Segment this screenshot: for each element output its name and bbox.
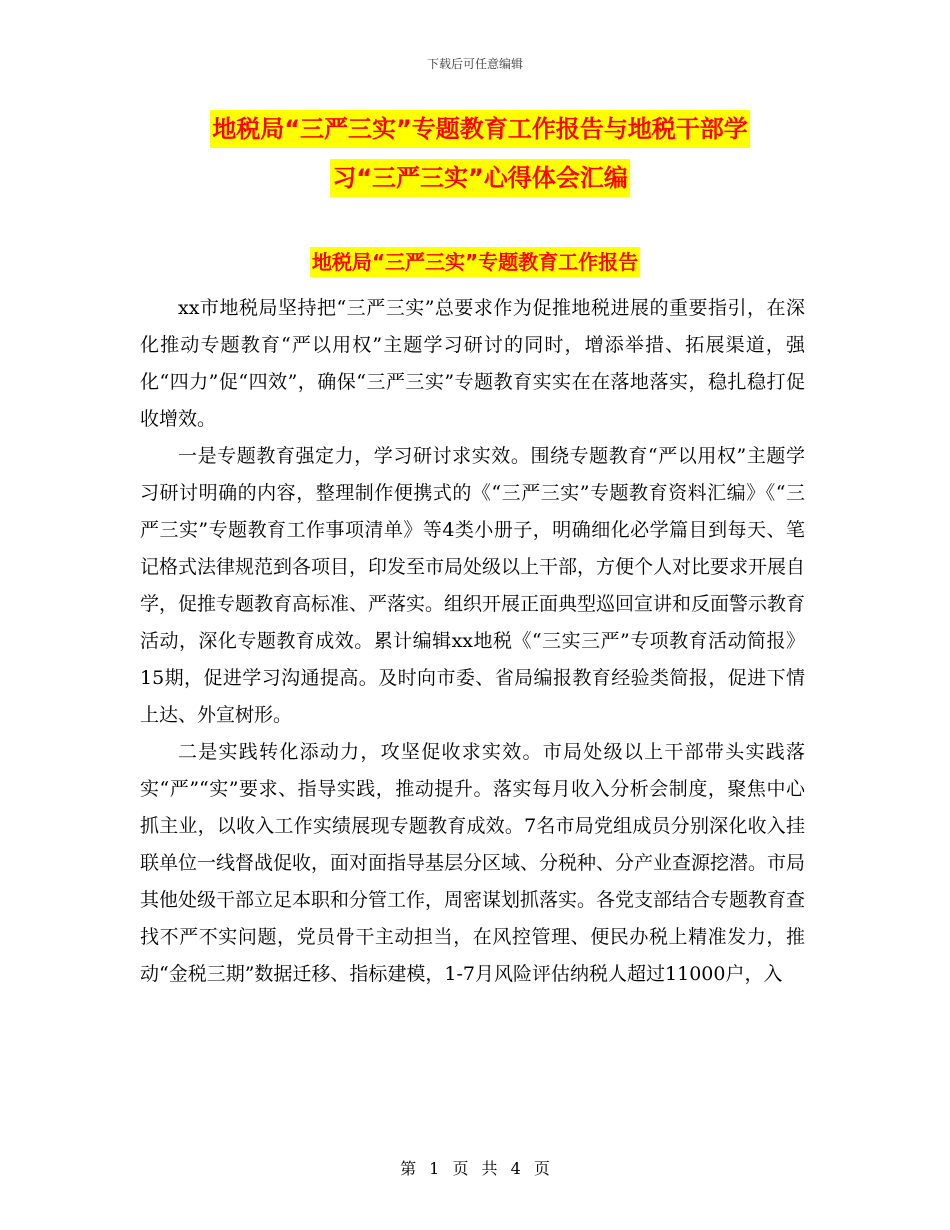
page-footer: 第 1 页 共 4 页 xyxy=(400,1159,550,1178)
paragraph: 二是实践转化添动力，攻坚促收求实效。市局处级以上干部带头实践落实“严”“实”要求、指导实践，推动提升。落实每月收入分析会制度，聚焦中心抓主业，以收入工作实绩展现专题教育成效。7名市局党组成员分别深化收入挂联单位一线督战促收，面对面指导基层分区域、分税种、分产业查源挖潜。市局其他处级干部立足本职和分管工作，周密谋划抓落实。各党支部结合专题教育查找不严不实问题，党员骨干主动担当，在风控管理、便民办税上精准发力，推动“金税三期”数据迁移、指标建模，1-7月风险评估纳税人超过11000户，入 xyxy=(140,741,806,985)
paragraph: xx市地税局坚持把“三严三实”总要求作为促推地税进展的重要指引，在深化推动专题教育“严以用权”主题学习研讨的同时，增添举措、拓展渠道，强化“四力”促“四效”，确保“三严三实”专题教育实实在在落地落实，稳扎稳打促收增效。 xyxy=(140,297,805,430)
body-text xyxy=(140,290,805,993)
document-title xyxy=(140,110,820,208)
document-title-line-2: 习“三严三实”心得体会汇编 xyxy=(330,159,630,197)
paragraph: 一是专题教育强定力，学习研讨求实效。围绕专题教育“严以用权”主题学习研讨明确的内容，整理制作便携式的《“三严三实”专题教育资料汇编》《“三严三实”专题教育工作事项清单》等4类小册子，明确细化必学篇目到每天、笔记格式法律规范到各项目，印发至市局处级以上干部，方便个人对比要求开展自学，促推专题教育高标准、严落实。组织开展正面典型巡回宣讲和反面警示教育活动，深化专题教育成效。累计编辑xx地税《“三实三严”专项教育活动简报》15期，促进学习沟通提高。及时向市委、省局编报教育经验类简报，促进下情上达、外宣树形。 xyxy=(140,445,806,726)
document-title-line-1: 地税局“三严三实”专题教育工作报告与地税干部学 xyxy=(210,110,750,148)
header-note: 下载后可任意编辑 xyxy=(426,57,523,71)
section-title-text: 地税局“三严三实”专题教育工作报告 xyxy=(310,247,640,277)
section-title xyxy=(0,247,950,277)
